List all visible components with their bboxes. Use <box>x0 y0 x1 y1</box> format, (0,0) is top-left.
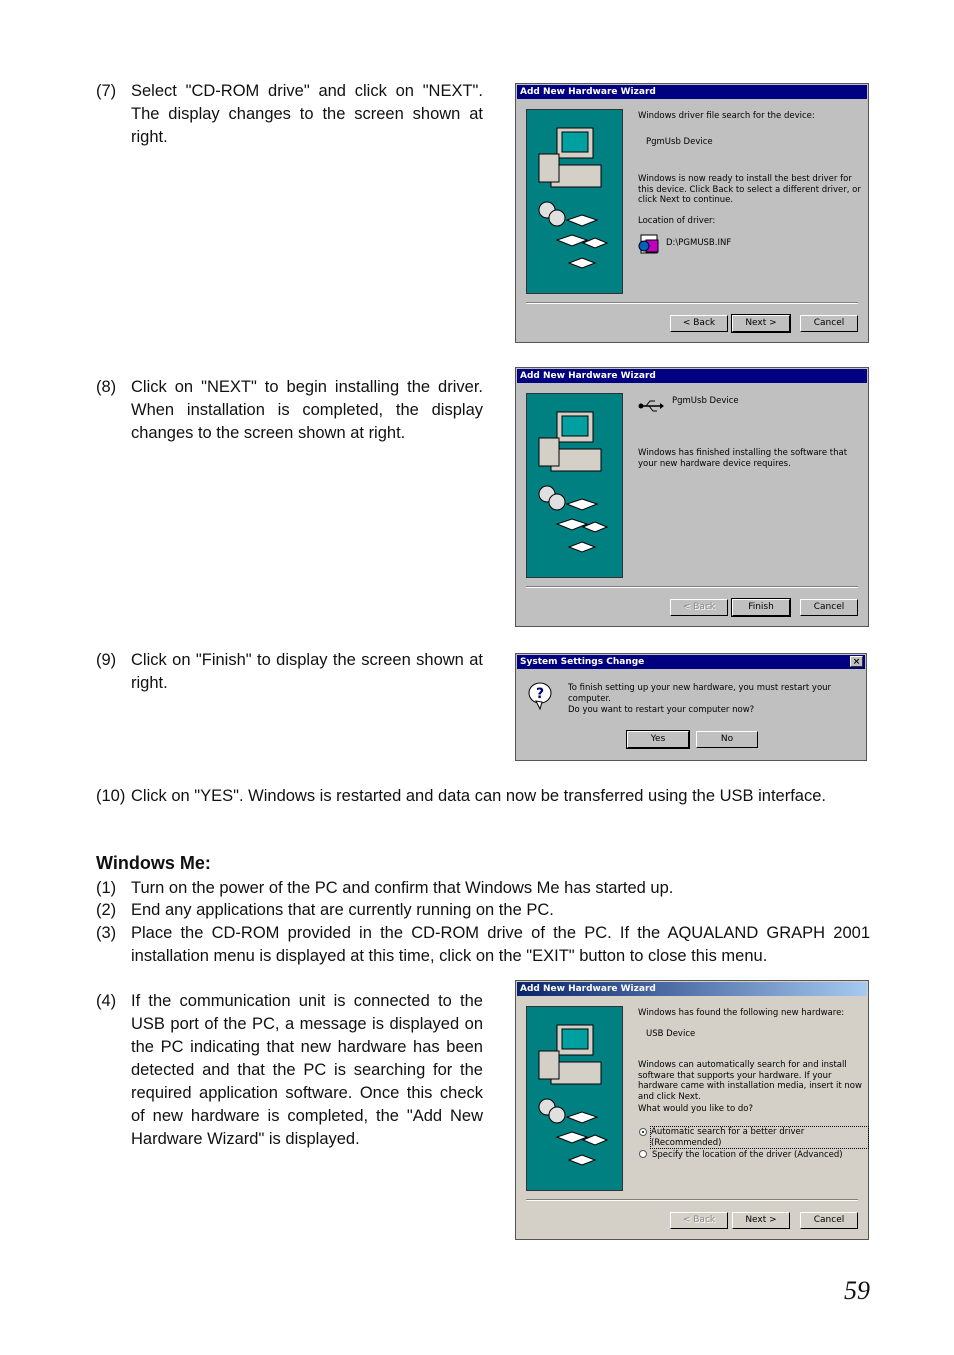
computer-cd-icon <box>527 1007 622 1190</box>
specify-location-radio[interactable] <box>639 1150 647 1158</box>
me-step-4 <box>96 990 483 1151</box>
wizard-illustration <box>526 393 623 578</box>
step-text: If the communication unit is connected to the USB port of the PC, a message is displayed on the PC indicating that new hardware has been detected and that the PC is searching for the required application software. Once this check of new hardware is completed, the "Add New Hardware Wizard" is displayed. <box>131 992 483 1148</box>
wizard-illustration <box>526 109 623 294</box>
step-text: End any applications that are currently running on the PC. <box>131 901 554 919</box>
step-text: Click on "Finish" to display the screen shown at right. <box>131 651 483 692</box>
inf-file-icon <box>638 232 662 256</box>
page-number: 59 <box>844 1276 870 1305</box>
back-button[interactable]: < Back <box>670 315 728 332</box>
auto-search-radio[interactable] <box>639 1128 647 1136</box>
dialog-title: Add New Hardware Wizard <box>517 982 867 996</box>
dialog-title-text: System Settings Change <box>520 657 645 667</box>
usb-icon <box>638 398 664 414</box>
separator <box>526 302 858 304</box>
step-number: (10) <box>96 787 126 805</box>
auto-search-option[interactable]: Automatic search for a better driver (Recommended) <box>651 1127 868 1148</box>
device-name: PgmUsb Device <box>646 137 713 147</box>
no-button[interactable]: No <box>696 731 758 748</box>
step-number: (4) <box>96 992 117 1010</box>
device-name: USB Device <box>646 1029 696 1039</box>
device-name: PgmUsb Device <box>672 396 739 406</box>
step-8 <box>96 376 483 445</box>
ready-text: Windows is now ready to install the best driver for this device. Click Back to select a different driver, or click Next to continue. <box>638 174 861 205</box>
step-text: Click on "YES". Windows is restarted and data can now be transferred using the USB interface. <box>131 787 826 805</box>
step-number: (2) <box>96 901 117 919</box>
add-hardware-wizard-dialog-finished <box>515 367 869 627</box>
cancel-button[interactable]: Cancel <box>800 599 858 616</box>
dialog-title: Add New Hardware Wizard <box>517 369 867 383</box>
dialog-title: Add New Hardware Wizard <box>517 85 867 99</box>
found-label: Windows has found the following new hardware: <box>638 1008 845 1018</box>
step-number: (1) <box>96 879 117 897</box>
dialog-title <box>517 655 865 669</box>
step-text: Place the CD-ROM provided in the CD-ROM drive of the PC. If the AQUALAND GRAPH 2001 installation menu is displayed at this time, click on the "EXIT" button to close this menu. <box>131 924 870 965</box>
step-10 <box>96 785 870 808</box>
restart-message: To finish setting up your new hardware, you must restart your computer. <box>568 683 832 704</box>
add-hardware-wizard-dialog-driver-search <box>515 83 869 343</box>
step-9 <box>96 649 483 695</box>
separator <box>526 1199 858 1201</box>
computer-cd-icon <box>527 394 622 577</box>
close-icon[interactable]: × <box>850 656 863 667</box>
step-number: (9) <box>96 651 117 669</box>
step-text: Select "CD-ROM drive" and click on "NEXT". The display changes to the screen shown at right. <box>131 82 483 146</box>
me-step-1 <box>96 877 870 900</box>
step-number: (7) <box>96 82 117 100</box>
location-label: Location of driver: <box>638 216 716 226</box>
back-button[interactable]: < Back <box>670 1212 728 1229</box>
step-7 <box>96 80 483 149</box>
finished-text: Windows has finished installing the software that your new hardware device requires. <box>638 448 848 469</box>
svg-text:?: ? <box>535 686 545 702</box>
section-heading-windows-me: Windows Me: <box>96 853 211 873</box>
question-label: What would you like to do? <box>638 1104 753 1114</box>
wizard-illustration <box>526 1006 623 1191</box>
step-text: Turn on the power of the PC and confirm that Windows Me has started up. <box>131 879 674 897</box>
driver-search-label: Windows driver file search for the device: <box>638 111 815 121</box>
me-step-2 <box>96 899 870 922</box>
step-number: (8) <box>96 378 117 396</box>
driver-path: D:\PGMUSB.INF <box>666 238 732 248</box>
restart-question: Do you want to restart your computer now? <box>568 705 755 715</box>
next-button[interactable]: Next > <box>732 1212 790 1229</box>
step-text: Click on "NEXT" to begin installing the driver. When installation is completed, the display changes to the screen shown at right. <box>131 378 483 442</box>
me-step-3 <box>96 922 870 968</box>
question-icon <box>528 682 554 710</box>
cancel-button[interactable]: Cancel <box>800 315 858 332</box>
back-button[interactable]: < Back <box>670 599 728 616</box>
add-hardware-wizard-dialog-found <box>515 980 869 1240</box>
step-number: (3) <box>96 924 117 942</box>
search-description: Windows can automatically search for and install software that supports your hardware. If your hardware came with installation media, insert it now and click Next. <box>638 1060 862 1102</box>
specify-location-option[interactable]: Specify the location of the driver (Advanced) <box>652 1150 843 1160</box>
computer-cd-icon <box>527 110 622 293</box>
system-settings-change-dialog <box>515 653 867 761</box>
yes-button[interactable]: Yes <box>627 731 689 748</box>
cancel-button[interactable]: Cancel <box>800 1212 858 1229</box>
next-button[interactable]: Next > <box>732 315 790 332</box>
separator <box>526 586 858 588</box>
finish-button[interactable]: Finish <box>732 599 790 616</box>
